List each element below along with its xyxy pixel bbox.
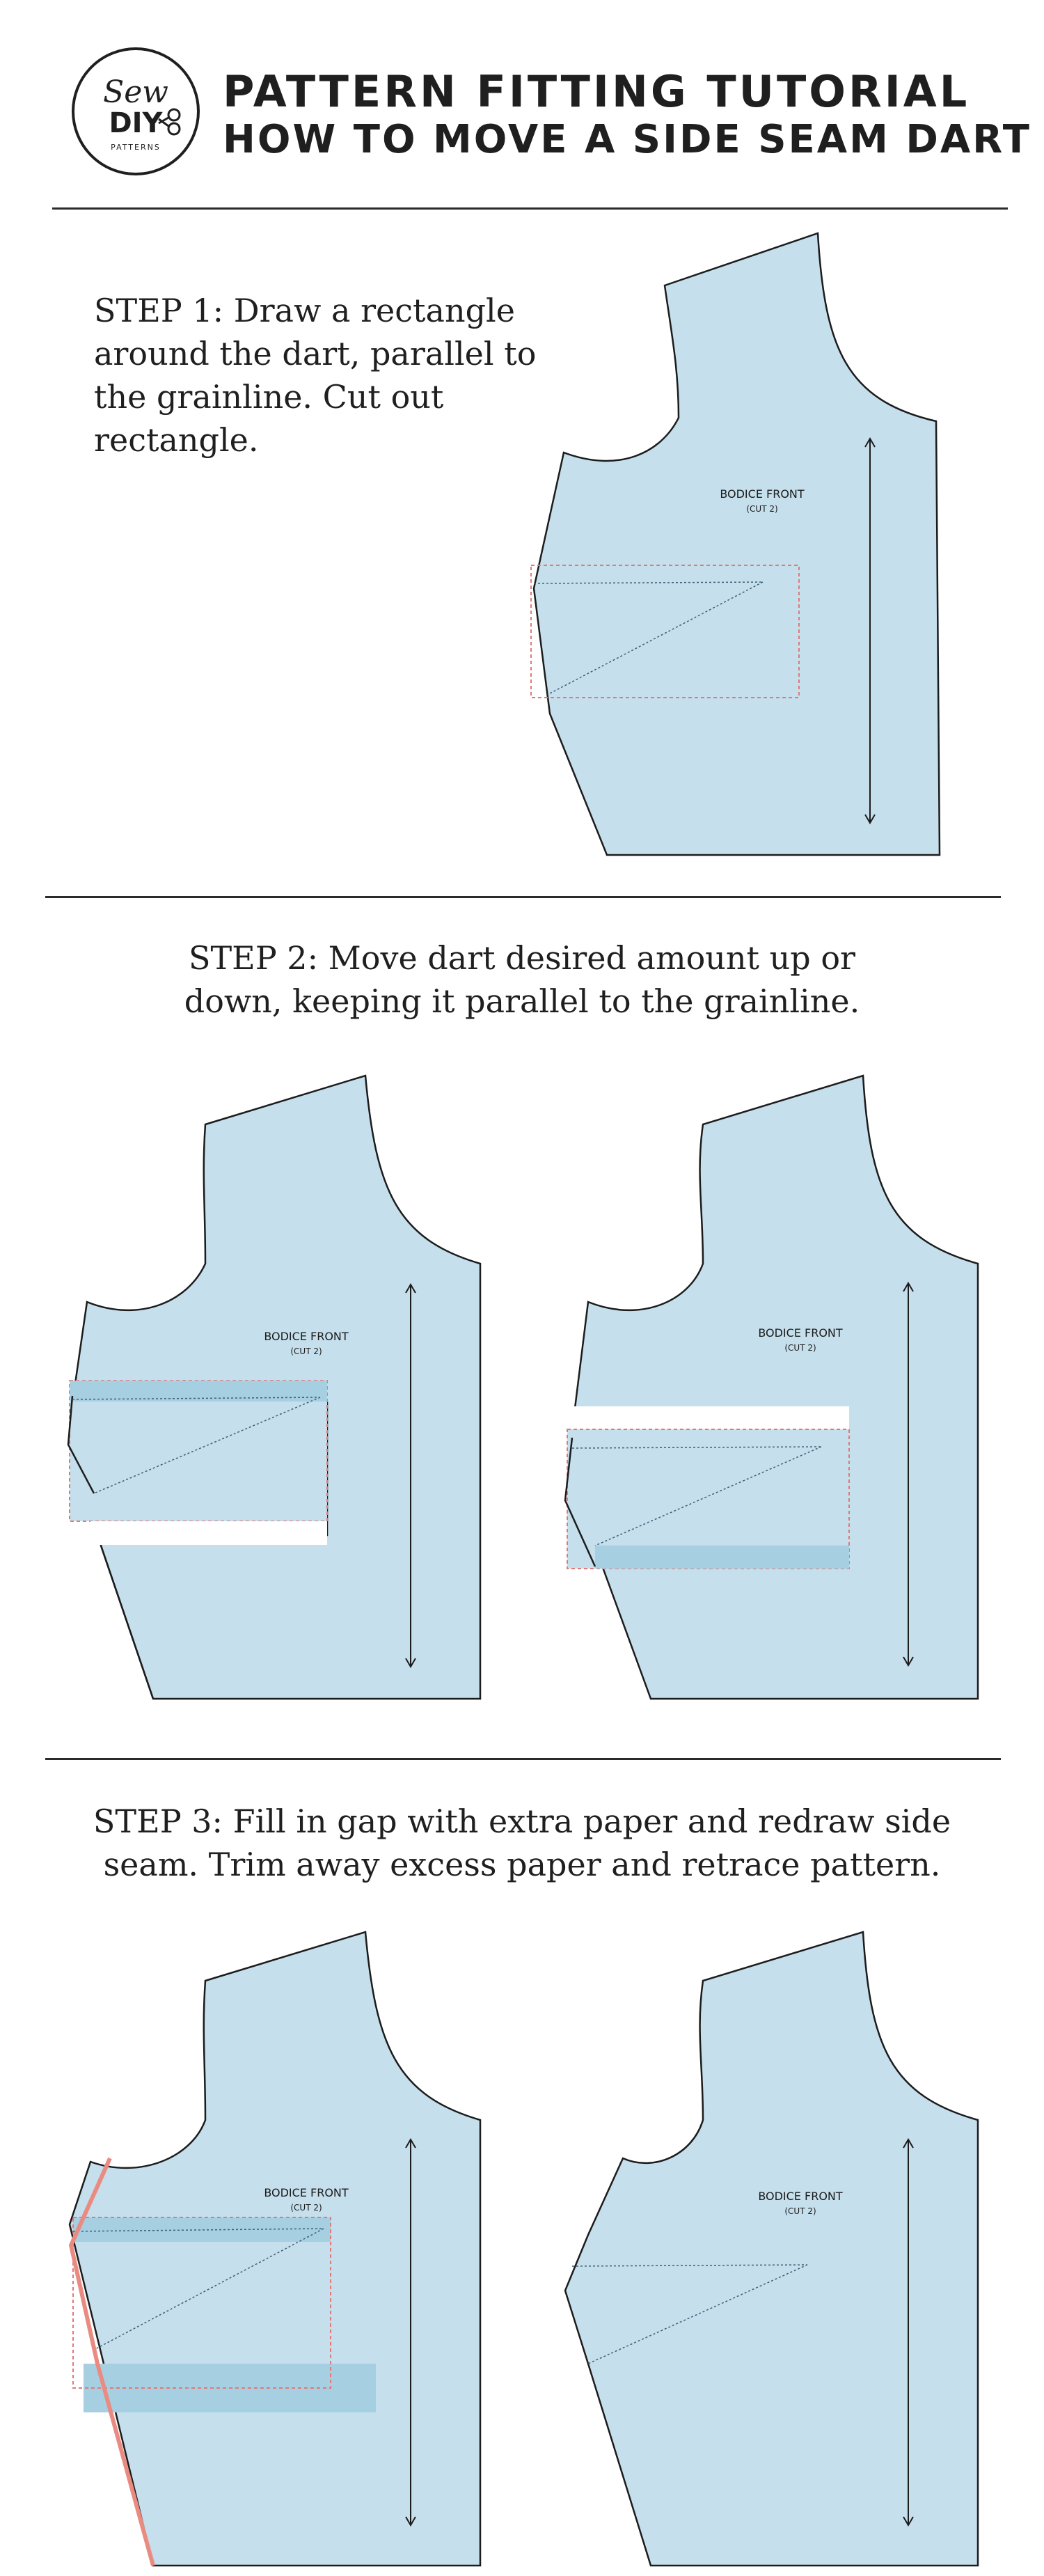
pattern-label: BODICE FRONT [758, 2190, 843, 2203]
pattern-cut-label: (CUT 2) [784, 1343, 816, 1353]
logo-text-diy: DIY [109, 107, 163, 139]
step2-line2: down, keeping it parallel to the grainline. [184, 982, 860, 1020]
step2-line1: STEP 2: Move dart desired amount up or [188, 939, 856, 977]
gap-strip [90, 1521, 327, 1545]
step1-divider [45, 896, 1001, 898]
white-gap-strip [567, 1406, 849, 1429]
logo-text-patterns: PATTERNS [111, 143, 161, 152]
step3-text [0, 1800, 1044, 1886]
page-title: PATTERN FITTING TUTORIAL [223, 66, 970, 117]
page-subtitle: HOW TO MOVE A SIDE SEAM DART [223, 117, 1031, 162]
step3-left-bodice-diagram [49, 1925, 501, 2576]
moved-dart-rectangle [70, 1381, 327, 1521]
step1-text: STEP 1: Draw a rectangle around the dart, parallel to the grainline. Cut out rectangle. [94, 292, 537, 459]
step2-left-bodice-diagram [49, 1069, 501, 1720]
step2-right-bodice-diagram [536, 1069, 988, 1720]
extra-paper-top [73, 2217, 331, 2242]
logo-text-sew: Sew [103, 74, 168, 110]
pattern-cut-label: (CUT 2) [746, 504, 778, 514]
step3-line2: seam. Trim away excess paper and retrace pattern. [103, 1846, 941, 1883]
step3-right-bodice-diagram [536, 1925, 988, 2576]
pattern-label: BODICE FRONT [264, 2186, 349, 2199]
step2-divider [45, 1758, 1001, 1760]
step3-line1: STEP 3: Fill in gap with extra paper and redraw side [93, 1803, 951, 1840]
pattern-cut-label: (CUT 2) [290, 1346, 322, 1356]
shadow-strip [595, 1546, 849, 1569]
bodice-pattern-piece [565, 1932, 978, 2566]
pattern-label: BODICE FRONT [758, 1326, 843, 1340]
header-divider [52, 207, 1008, 210]
bodice-pattern-piece [572, 1076, 978, 1699]
sew-diy-logo [70, 45, 202, 178]
pattern-label: BODICE FRONT [264, 1330, 349, 1343]
bodice-pattern-piece [70, 1932, 480, 2566]
pattern-label: BODICE FRONT [720, 487, 805, 501]
pattern-cut-label: (CUT 2) [290, 2203, 322, 2213]
step1-bodice-diagram [515, 223, 947, 863]
pattern-cut-label: (CUT 2) [784, 2206, 816, 2216]
step2-text [0, 936, 1044, 1023]
bodice-pattern-piece [534, 233, 940, 855]
